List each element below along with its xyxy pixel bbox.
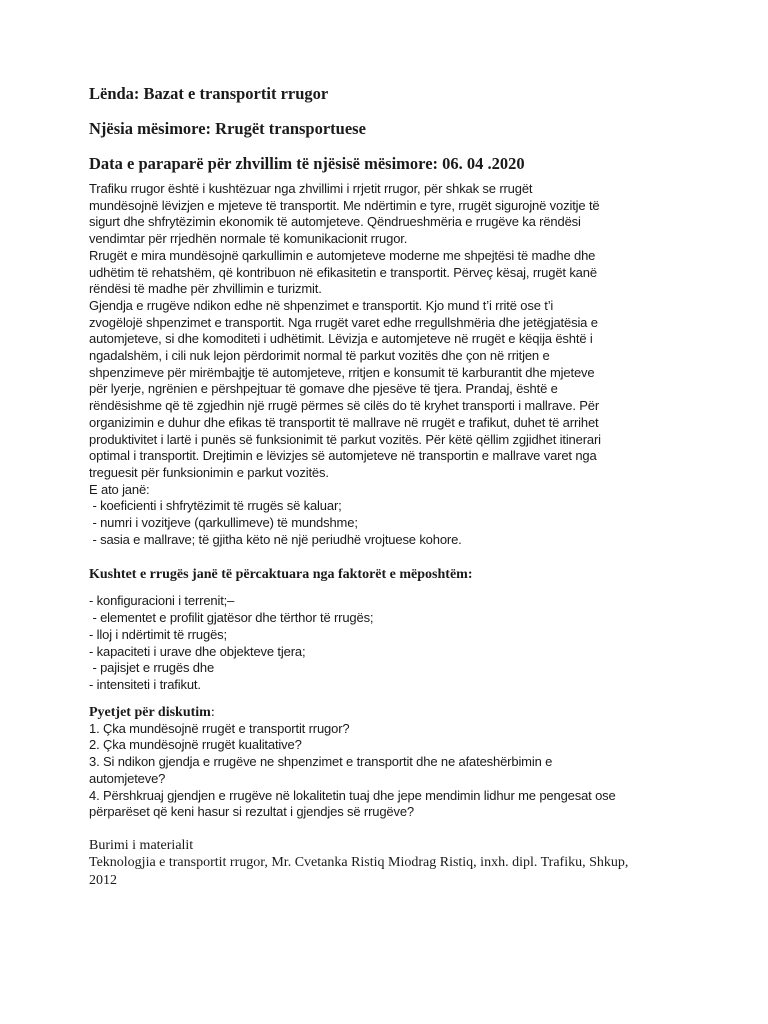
unit-heading: Njësia mësimore: Rrugët transportuese: [89, 119, 366, 138]
question-line: 3. Si ndikon gjendja e rrugëve ne shpenzimet e transportit dhe ne afateshërbimin e: [89, 754, 553, 770]
source-section: [89, 837, 699, 889]
body-line: automjeteve, si dhe komoditeti i udhëtimit. Lëvizja e automjeteve në rrugët e këqija është i: [89, 331, 593, 347]
question-line: përparëset që keni hasur si rezultat i gjendjes së rrugëve?: [89, 804, 415, 820]
list-item: - intensiteti i trafikut.: [89, 676, 201, 692]
body-line: Rrugët e mira mundësojnë qarkullimin e automjeteve moderne me shpejtësi të madhe dhe: [89, 247, 596, 263]
conditions-list: [89, 593, 699, 693]
source-line: Teknologjia e transportit rrugor, Mr. Cvetanka Ristiq Miodrag Ristiq, inxh. dipl. Trafiku, Shkup,: [89, 855, 629, 871]
list-item: - lloj i ndërtimit të rrugës;: [89, 626, 227, 642]
body-line: mundësojnë lëvizjen e mjeteve të transportit. Me ndërtimin e tyre, rrugët sigurojnë vozitje të: [89, 197, 600, 213]
body-line: sigurt dhe shfrytëzimin ekonomik të automjeteve. Qëndrueshmëria e rrugëve ka rëndësi: [89, 214, 581, 230]
list-item: - elementet e profilit gjatësor dhe tërthor të rrugës;: [89, 610, 374, 626]
document-page: [89, 84, 699, 889]
discussion-title-colon: :: [210, 704, 215, 720]
discussion-title: [89, 704, 699, 721]
list-item: - konfiguracioni i terrenit;–: [89, 593, 235, 609]
list-item: - pajisjet e rrugës dhe: [89, 660, 215, 676]
body-line: - numri i vozitjeve (qarkullimeve) të mundshme;: [89, 515, 358, 531]
date-heading: Data e paraparë për zhvillim të njësisë mësimore: 06. 04 .2020: [89, 154, 525, 173]
body-line: vendimtar për rrjedhën normale të komunikacionit rrugor.: [89, 231, 408, 247]
body-text: [89, 181, 699, 548]
conditions-title: Kushtet e rrugës janë të përcaktuara nga faktorët e mëposhtëm:: [89, 567, 473, 583]
subject-heading: Lënda: Bazat e transportit rrugor: [89, 84, 329, 103]
body-line: rëndësi të madhe për zhvillimin e turizmit.: [89, 281, 322, 297]
body-line: treguesit për funksionimin e parkut vozitës.: [89, 464, 329, 480]
question-line: 4. Përshkruaj gjendjen e rrugëve në lokalitetin tuaj dhe jepe mendimin lidhur me pengesat ose: [89, 787, 616, 803]
body-line: - koeficienti i shfrytëzimit të rrugës së kaluar;: [89, 498, 342, 514]
body-line: rëndësishme që të zgjedhin një rrugë përmes së cilës do të kryhet transporti i mallrave. Për: [89, 398, 600, 414]
discussion-title-text: Pyetjet për diskutim: [89, 704, 211, 720]
body-line: Trafiku rrugor është i kushtëzuar nga zhvillimi i rrjetit rrugor, për shkak se rrugët: [89, 181, 533, 196]
body-line: optimal i transportit. Drejtimin e lëvizjes së automjeteve në transportin e mallrave varet nga: [89, 448, 597, 464]
body-line: ngadalshëm, i cili nuk lejon përdorimit normal të parkut vozitës dhe çon në rritjen e: [89, 348, 550, 364]
body-line: produktivitet i lartë i punës së funksionimit të parkut vozitës. Për këtë qëllim zgjidhet itinerari: [89, 431, 601, 447]
body-line: organizimin e duhur dhe efikas të transportit të mallrave në rrugët e trafikut, duhet të arrihet: [89, 414, 599, 430]
source-line: 2012: [89, 872, 117, 888]
body-line: udhëtim të rehatshëm, që kontribuon në efikasitetin e transportit. Përveç kësaj, rrugët kanë: [89, 264, 597, 280]
question-line: automjeteve?: [89, 770, 166, 786]
body-line: zvogëlojë shpenzimet e transportit. Nga rrugët varet edhe rregullshmëria dhe jetëgjatësia e: [89, 314, 598, 330]
source-title: Burimi i materialit: [89, 837, 194, 853]
question-line: 1. Çka mundësojnë rrugët e transportit rrugor?: [89, 720, 350, 736]
body-line: - sasia e mallrave; të gjitha këto në një periudhë vrojtuese kohore.: [89, 531, 462, 547]
body-line: për lyerje, ngrënien e përshpejtuar të gomave dhe pjesëve të tjera. Prandaj, është e: [89, 381, 558, 397]
body-line: E ato janë:: [89, 481, 150, 497]
discussion-questions: [89, 721, 699, 821]
body-line: shpenzimeve për mirëmbajtje të automjeteve, rritjen e konsumit të karburantit dhe mjeteve: [89, 364, 595, 380]
body-line: Gjendja e rrugëve ndikon edhe në shpenzimet e transportit. Kjo mund t’i rritë ose t’i: [89, 297, 554, 313]
question-line: 2. Çka mundësojnë rrugët kualitative?: [89, 737, 302, 753]
list-item: - kapaciteti i urave dhe objekteve tjera;: [89, 643, 306, 659]
